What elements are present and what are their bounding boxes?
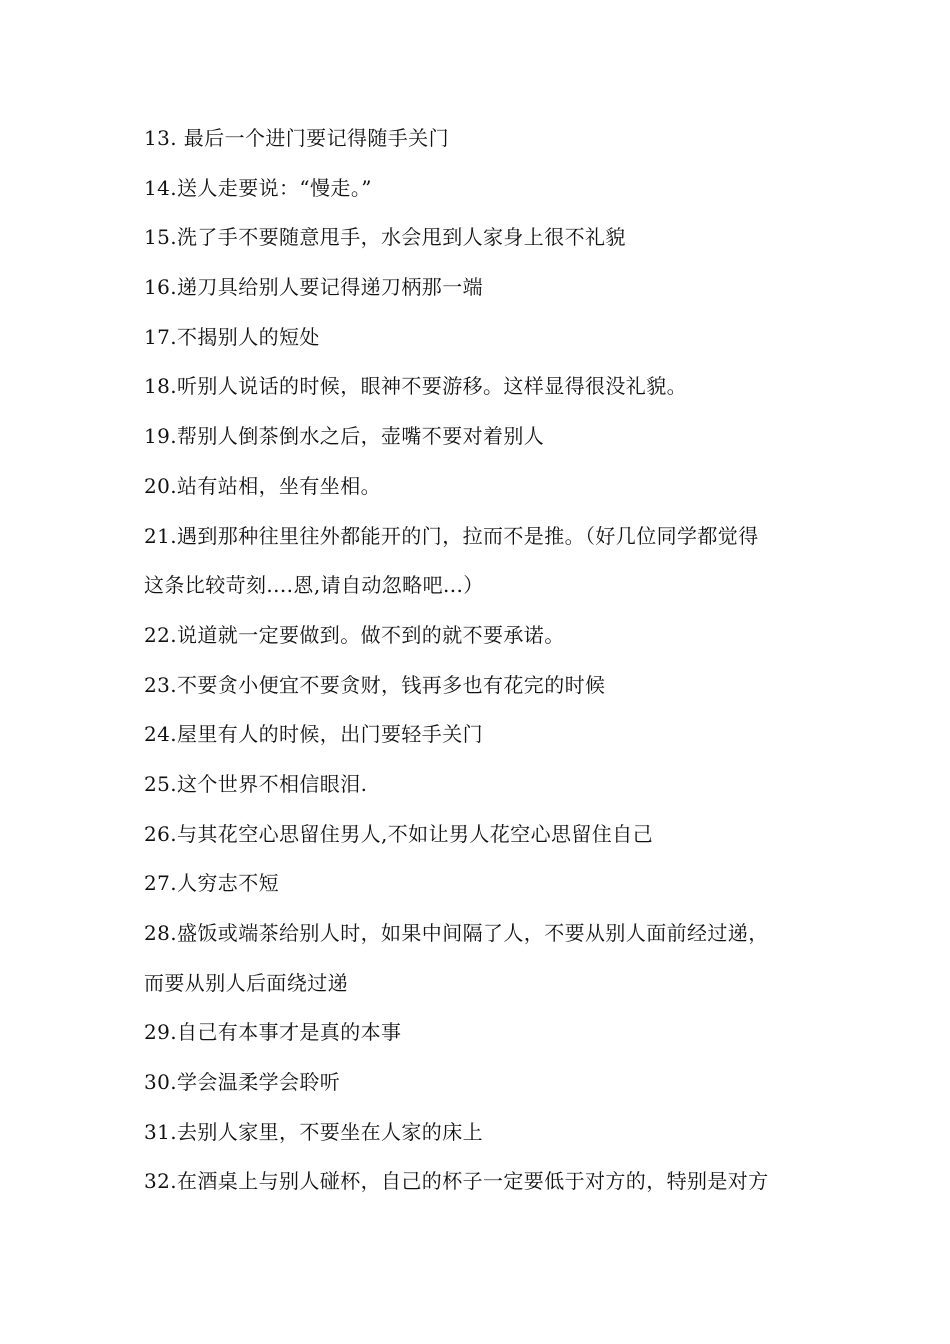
text-line: 23.不要贪小便宜不要贪财，钱再多也有花完的时候 (144, 672, 606, 697)
text-line: 18.听别人说话的时候，眼神不要游移。这样显得很没礼貌。 (144, 374, 688, 399)
text-line: 32.在酒桌上与别人碰杯，自己的杯子一定要低于对方的，特别是对方 (144, 1169, 769, 1194)
text-line: 15.洗了手不要随意甩手，水会甩到人家身上很不礼貌 (144, 225, 626, 250)
text-line: 20.站有站相，坐有坐相。 (144, 473, 382, 498)
text-line: 25.这个世界不相信眼泪. (144, 771, 368, 796)
text-line: 31.去别人家里，不要坐在人家的床上 (144, 1119, 484, 1144)
text-line: 22.说道就一定要做到。做不到的就不要承诺。 (144, 622, 565, 647)
text-line: 28.盛饭或端茶给别人时，如果中间隔了人，不要从别人面前经过递， (144, 921, 769, 945)
text-line: 30.学会温柔学会聆听 (144, 1070, 341, 1095)
text-line: 27.人穷志不短 (144, 871, 280, 896)
text-line: 21.遇到那种往里往外都能开的门，拉而不是推。（好几位同学都觉得 (144, 523, 759, 548)
text-line: 19.帮别人倒茶倒水之后，壶嘴不要对着别人 (144, 424, 545, 449)
text-line: 16.递刀具给别人要记得递刀柄那一端 (144, 275, 484, 300)
text-line: 而要从别人后面绕过递 (144, 970, 348, 995)
text-line: 14.送人走要说：“慢走。” (144, 175, 372, 200)
text-line: 17.不揭别人的短处 (144, 324, 320, 349)
text-line: 24.屋里有人的时候，出门要轻手关门 (144, 722, 484, 747)
text-line: 13. 最后一个进门要记得随手关门 (144, 126, 449, 150)
text-line: 29.自己有本事才是真的本事 (144, 1020, 402, 1045)
text-line: 这条比较苛刻....恩,请自动忽略吧...） (144, 573, 484, 598)
text-line: 26.与其花空心思留住男人,不如让男人花空心思留住自己 (144, 821, 653, 846)
document-body (144, 114, 824, 1207)
